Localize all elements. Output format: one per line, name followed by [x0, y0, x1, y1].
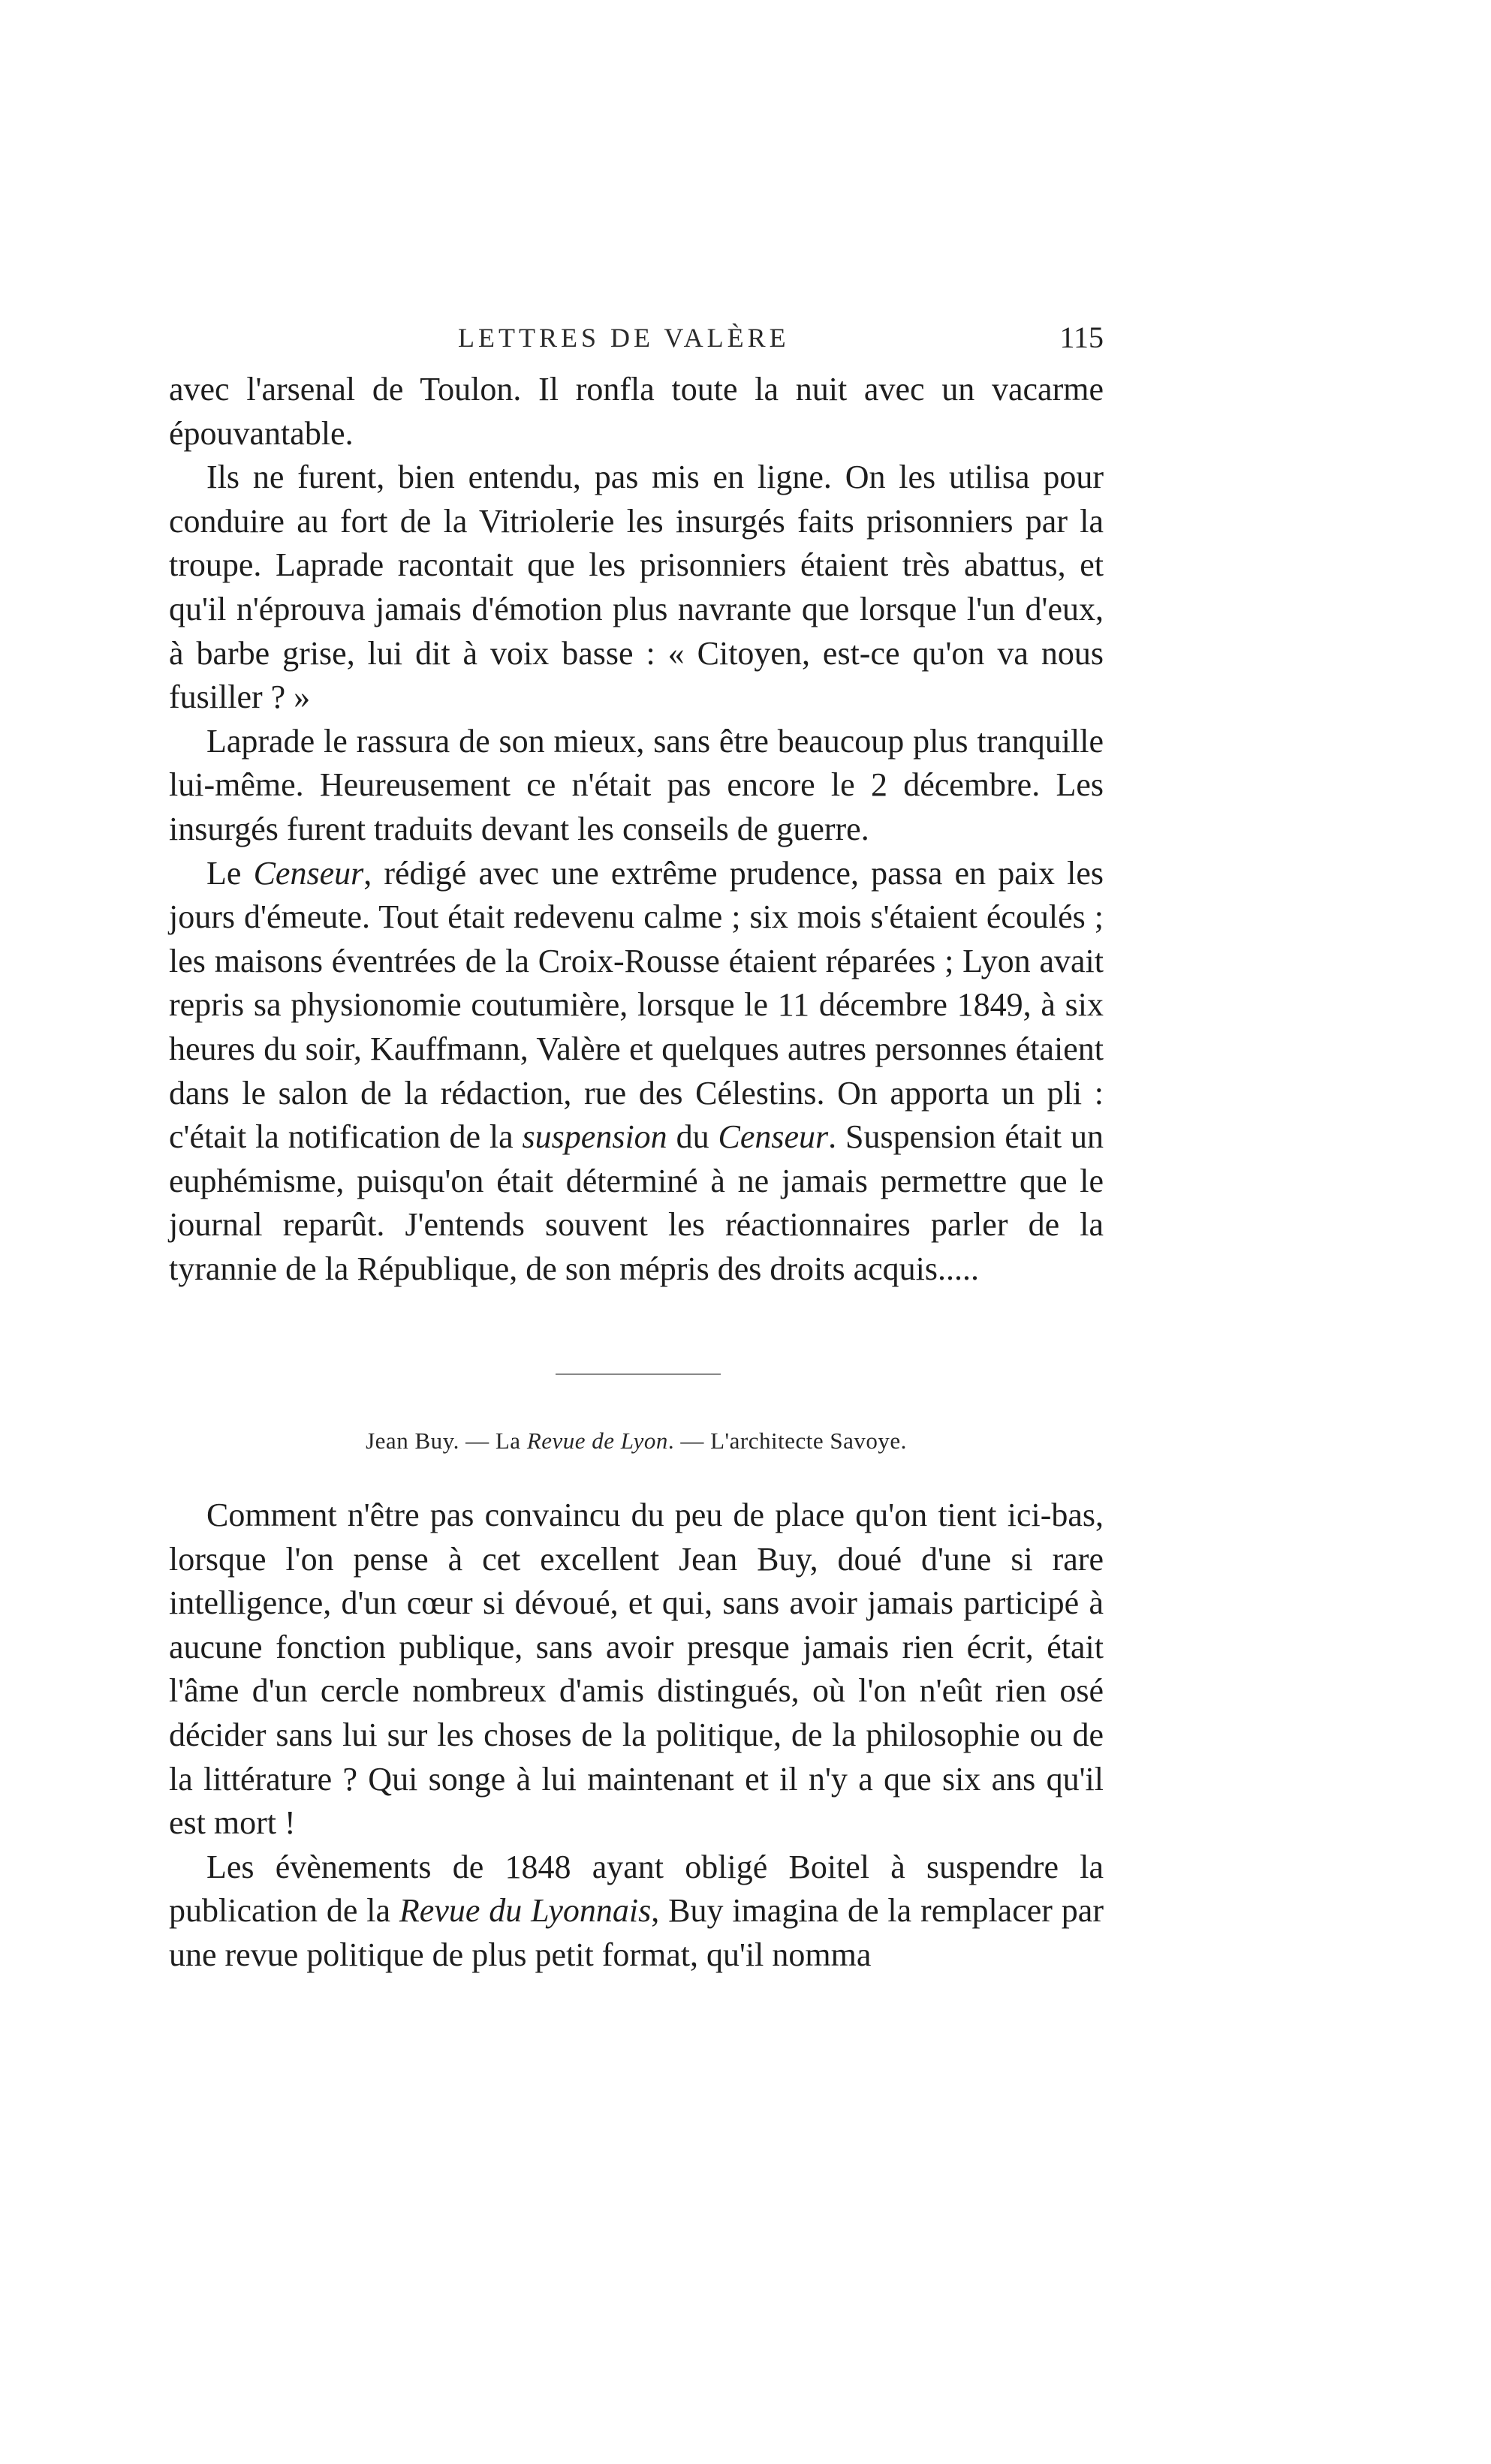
text-run: du	[667, 1118, 718, 1156]
subheading-part: Jean Buy. — La	[366, 1428, 527, 1454]
paragraph: Ils ne furent, bien entendu, pas mis en ligne. On les utilisa pour conduire au fort de la Vitriolerie les insurgés faits prisonniers par la troupe. Laprade racontait que les prisonniers étaient très abattus, et qu'il n'éprouva jamais d'émotion plus navrante que lorsque l'un d'eux, à barbe grise, lui dit à voix basse : « Citoyen, est-ce qu'on va nous fusiller ? »	[169, 459, 1104, 716]
paragraph	[169, 1846, 1104, 1978]
running-title: LETTRES DE VALÈRE	[458, 323, 790, 353]
text-block-1	[169, 368, 1104, 1291]
section-separator	[556, 1373, 721, 1375]
subheading-part: . — L'architecte Savoye.	[667, 1428, 907, 1454]
text-run: , Buy imagina de la remplacer par une revue politique de plus petit format, qu'il nomma	[169, 1892, 1104, 1973]
text-run: Les évènements de 1848 ayant obligé Boitel à suspendre la publication de la	[169, 1848, 1104, 1930]
italic-title: Revue du Lyonnais	[399, 1892, 652, 1930]
subheading-italic: Revue de Lyon	[526, 1428, 668, 1454]
text-run: Le	[206, 854, 254, 892]
text-block-2	[169, 1494, 1104, 1978]
page-number: 115	[1059, 320, 1104, 354]
text-run: . Suspension était un euphémisme, puisqu'on était déterminé à ne jamais permettre que le journal reparût. J'entends souvent les réactionnaires parler de la tyrannie de la République, de son mépris des droits acquis.....	[169, 1118, 1104, 1287]
paragraph: Comment n'être pas convaincu du peu de place qu'on tient ici-bas, lorsque l'on pense à cet excellent Jean Buy, doué d'une si rare intelligence, d'un cœur si dévoué, et qui, sans avoir jamais participé à aucune fonction publique, sans avoir presque jamais rien écrit, était l'âme d'un cercle nombreux d'amis distingués, où l'on n'eût rien osé décider sans lui sur les choses de la politique, de la philosophie ou de la littérature ? Qui songe à lui maintenant et il n'y a que six ans qu'il est mort !	[169, 1497, 1104, 1842]
paragraph	[169, 852, 1104, 1292]
italic-title: Censeur	[718, 1118, 829, 1156]
paragraph: avec l'arsenal de Toulon. Il ronfla toute la nuit avec un vacarme épouvantable.	[169, 371, 1104, 452]
running-head	[169, 315, 1104, 360]
section-subheading	[169, 1422, 1104, 1460]
text-run: , rédigé avec une extrême prudence, passa en paix les jours d'émeute. Tout était redevenu calme ; six mois s'étaient écoulés ; les maisons éventrées de la Croix-Rousse étaient réparées ; Lyon avait repris sa physionomie coutumière, lorsque le 11 décembre 1849, à six heures du soir, Kauffmann, Valère et quelques autres personnes étaient dans le salon de la rédaction, rue des Célestins. On apporta un pli : c'était la notification de la	[169, 854, 1104, 1156]
italic-word: suspension	[522, 1118, 667, 1156]
paragraph: Laprade le rassura de son mieux, sans être beaucoup plus tranquille lui-même. Heureusement ce n'était pas encore le 2 décembre. Les insurgés furent traduits devant les conseils de guerre.	[169, 722, 1104, 847]
italic-title: Censeur	[253, 854, 364, 892]
